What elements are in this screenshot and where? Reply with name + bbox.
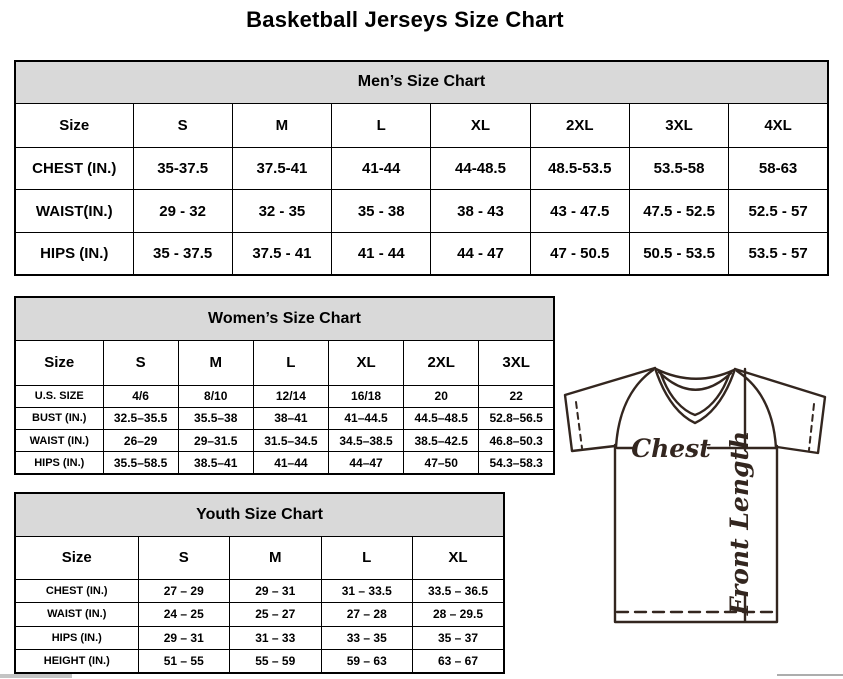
column-header: XL	[413, 536, 505, 579]
row-label: HIPS (IN.)	[15, 626, 138, 650]
row-label: BUST (IN.)	[15, 407, 103, 429]
size-value: 52.5 - 57	[729, 190, 828, 233]
size-value: 35 - 37.5	[133, 232, 232, 275]
size-value: 31 – 33	[230, 626, 322, 650]
jersey-outline-svg	[555, 355, 843, 679]
table-title: Women’s Size Chart	[15, 297, 554, 340]
size-value: 28 – 29.5	[413, 603, 505, 627]
size-value: 41-44	[332, 147, 431, 190]
size-value: 27 – 28	[321, 603, 413, 627]
column-header: S	[133, 103, 232, 147]
jersey-left-cuff-dashes	[576, 402, 582, 448]
column-header: S	[138, 536, 230, 579]
size-value: 29–31.5	[178, 430, 253, 452]
jersey-collar-back-arc	[656, 369, 734, 379]
row-label: CHEST (IN.)	[15, 147, 133, 190]
row-label: WAIST (IN.)	[15, 603, 138, 627]
size-value: 8/10	[178, 385, 253, 407]
table-title: Men’s Size Chart	[15, 61, 828, 103]
front-length-label: Front Length	[725, 430, 754, 616]
scrollbar-fragment-left[interactable]	[0, 674, 72, 678]
size-value: 16/18	[328, 385, 403, 407]
table-row	[15, 430, 554, 452]
size-value: 54.3–58.3	[479, 452, 554, 474]
size-value: 33.5 – 36.5	[413, 579, 505, 603]
size-value: 41–44.5	[328, 407, 403, 429]
row-label: HIPS (IN.)	[15, 232, 133, 275]
size-value: 41 - 44	[332, 232, 431, 275]
size-value: 12/14	[253, 385, 328, 407]
column-header: M	[178, 340, 253, 385]
table-header-row	[15, 103, 828, 147]
size-value: 24 – 25	[138, 603, 230, 627]
table-header-row	[15, 536, 504, 579]
jersey-diagram	[555, 355, 843, 679]
scrollbar-fragment-right[interactable]	[777, 674, 843, 676]
size-value: 35 - 38	[332, 190, 431, 233]
row-label: CHEST (IN.)	[15, 579, 138, 603]
size-value: 22	[479, 385, 554, 407]
column-header: L	[332, 103, 431, 147]
size-value: 63 – 67	[413, 650, 505, 674]
youth-size-table	[14, 492, 505, 674]
size-value: 44-48.5	[431, 147, 530, 190]
mens-size-table	[14, 60, 829, 276]
table-header-row	[15, 340, 554, 385]
size-value: 44.5–48.5	[404, 407, 479, 429]
column-header: 2XL	[530, 103, 629, 147]
size-value: 35-37.5	[133, 147, 232, 190]
size-value: 29 - 32	[133, 190, 232, 233]
size-value: 53.5-58	[629, 147, 728, 190]
table-title: Youth Size Chart	[15, 493, 504, 536]
table-row	[15, 452, 554, 474]
size-value: 35.5–38	[178, 407, 253, 429]
size-value: 38 - 43	[431, 190, 530, 233]
size-value: 34.5–38.5	[328, 430, 403, 452]
column-header: 3XL	[629, 103, 728, 147]
column-header: L	[321, 536, 413, 579]
table-row	[15, 407, 554, 429]
page-title: Basketball Jerseys Size Chart	[246, 7, 564, 32]
table-row	[15, 579, 504, 603]
size-value: 59 – 63	[321, 650, 413, 674]
column-header: 4XL	[729, 103, 828, 147]
size-value: 37.5-41	[232, 147, 331, 190]
column-header: M	[230, 536, 322, 579]
jersey-right-cuff-dashes	[809, 404, 814, 450]
column-header: Size	[15, 103, 133, 147]
column-header: S	[103, 340, 178, 385]
size-value: 31 – 33.5	[321, 579, 413, 603]
womens-size-table	[14, 296, 555, 475]
size-value: 37.5 - 41	[232, 232, 331, 275]
size-value: 53.5 - 57	[729, 232, 828, 275]
column-header: XL	[431, 103, 530, 147]
size-value: 27 – 29	[138, 579, 230, 603]
column-header: XL	[328, 340, 403, 385]
table-row	[15, 603, 504, 627]
size-value: 55 – 59	[230, 650, 322, 674]
chest-label: Chest	[631, 434, 711, 463]
column-header: 2XL	[404, 340, 479, 385]
table-row	[15, 232, 828, 275]
size-value: 43 - 47.5	[530, 190, 629, 233]
size-value: 58-63	[729, 147, 828, 190]
size-value: 26–29	[103, 430, 178, 452]
table-row	[15, 650, 504, 674]
size-value: 29 – 31	[138, 626, 230, 650]
table-row	[15, 147, 828, 190]
size-value: 20	[404, 385, 479, 407]
table-row	[15, 626, 504, 650]
row-label: HEIGHT (IN.)	[15, 650, 138, 674]
size-value: 52.8–56.5	[479, 407, 554, 429]
size-value: 35 – 37	[413, 626, 505, 650]
size-value: 38.5–41	[178, 452, 253, 474]
table-row	[15, 385, 554, 407]
size-value: 47–50	[404, 452, 479, 474]
column-header: Size	[15, 340, 103, 385]
column-header: Size	[15, 536, 138, 579]
size-value: 25 – 27	[230, 603, 322, 627]
column-header: M	[232, 103, 331, 147]
size-value: 38–41	[253, 407, 328, 429]
size-value: 48.5-53.5	[530, 147, 629, 190]
size-value: 35.5–58.5	[103, 452, 178, 474]
table-row	[15, 190, 828, 233]
size-value: 33 – 35	[321, 626, 413, 650]
size-value: 32 - 35	[232, 190, 331, 233]
row-label: U.S. SIZE	[15, 385, 103, 407]
size-value: 41–44	[253, 452, 328, 474]
column-header: L	[253, 340, 328, 385]
size-value: 31.5–34.5	[253, 430, 328, 452]
size-value: 47 - 50.5	[530, 232, 629, 275]
size-value: 51 – 55	[138, 650, 230, 674]
size-value: 50.5 - 53.5	[629, 232, 728, 275]
size-value: 38.5–42.5	[404, 430, 479, 452]
size-value: 47.5 - 52.5	[629, 190, 728, 233]
size-value: 29 – 31	[230, 579, 322, 603]
size-value: 44 - 47	[431, 232, 530, 275]
row-label: WAIST(IN.)	[15, 190, 133, 233]
size-value: 32.5–35.5	[103, 407, 178, 429]
size-value: 46.8–50.3	[479, 430, 554, 452]
row-label: HIPS (IN.)	[15, 452, 103, 474]
row-label: WAIST (IN.)	[15, 430, 103, 452]
size-value: 4/6	[103, 385, 178, 407]
column-header: 3XL	[479, 340, 554, 385]
size-value: 44–47	[328, 452, 403, 474]
